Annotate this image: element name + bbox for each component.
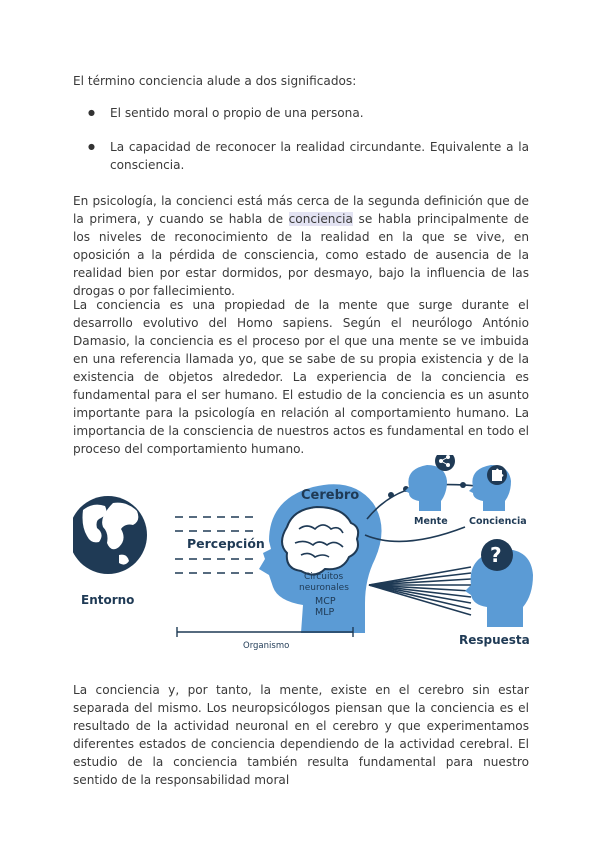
paragraph-text: se habla principalmente de los niveles de reconocimiento de la realidad en la que se vive, en oposición a la pérdida de consciencia, como estado de ausencia de la realidad bien por estar dormidos, por desmayo, bajo la influencia de las drogas o por fallecimiento. xyxy=(73,212,529,298)
paragraph-propiedad-mente: La conciencia es una propiedad de la mente que surge durante el desarrollo evolutivo del Homo sapiens. Según el neurólogo António Damasio, la conciencia es el proceso por el que una mente se ve imbuida en una referencia llamada yo, que se sabe de su propia existencia y de la existencia de objetos alrededor. La experiencia de la conciencia es fundamental para el ser humano. El estudio de la conciencia es un asunto importante para la psicología en relación al comportamiento humano. La importancia de la consciencia de nuestros actos es fundamental en todo el proceso del comportamiento humano. xyxy=(73,298,529,456)
response-rays xyxy=(369,567,471,615)
globe-icon xyxy=(73,496,147,574)
intro-line: El término conciencia alude a dos significados: xyxy=(73,74,357,88)
respuesta-label: Respuesta xyxy=(459,633,530,647)
circuitos-label: neuronales xyxy=(299,583,349,593)
consciousness-diagram xyxy=(73,455,533,660)
question-icon: ? xyxy=(490,543,502,567)
paragraph-psicologia xyxy=(73,192,529,300)
list-item: ● La capacidad de reconocer la realidad circundante. Equivalente a la consciencia. xyxy=(73,138,529,174)
mente-head xyxy=(405,455,455,511)
entorno-label: Entorno xyxy=(81,593,135,607)
organismo-label: Organismo xyxy=(243,641,290,651)
cerebro-label: Cerebro xyxy=(301,488,360,503)
mlp-label: MLP xyxy=(315,607,335,618)
circuitos-label: Circuitos xyxy=(304,572,344,582)
meanings-list xyxy=(73,104,529,190)
mente-label: Mente xyxy=(414,516,448,527)
paragraph-text: En psicología, la concienci está más cerca de la segunda definición que de la primera, y cuando se habla de xyxy=(73,194,529,226)
respuesta-head xyxy=(465,539,533,627)
conciencia-head xyxy=(469,465,511,511)
paragraph-cerebro: La conciencia y, por tanto, la mente, existe en el cerebro sin estar separada del mismo. Los neuropsicólogos piensan que la conciencia es el resultado de la actividad neuronal en el cerebro y que experimentamos diferentes estados de conciencia dependiendo de la actividad cerebral. El estudio de la conciencia también resulta fundamental para nuestro sentido de la responsabilidad moral xyxy=(73,683,529,787)
puzzle-icon xyxy=(492,469,504,482)
conciencia-label: Conciencia xyxy=(469,516,527,527)
highlighted-word: conciencia xyxy=(288,212,353,226)
mcp-label: MCP xyxy=(315,596,336,607)
list-item: ● El sentido moral o propio de una persona. xyxy=(73,104,529,122)
percepcion-label: Percepción xyxy=(187,536,265,551)
